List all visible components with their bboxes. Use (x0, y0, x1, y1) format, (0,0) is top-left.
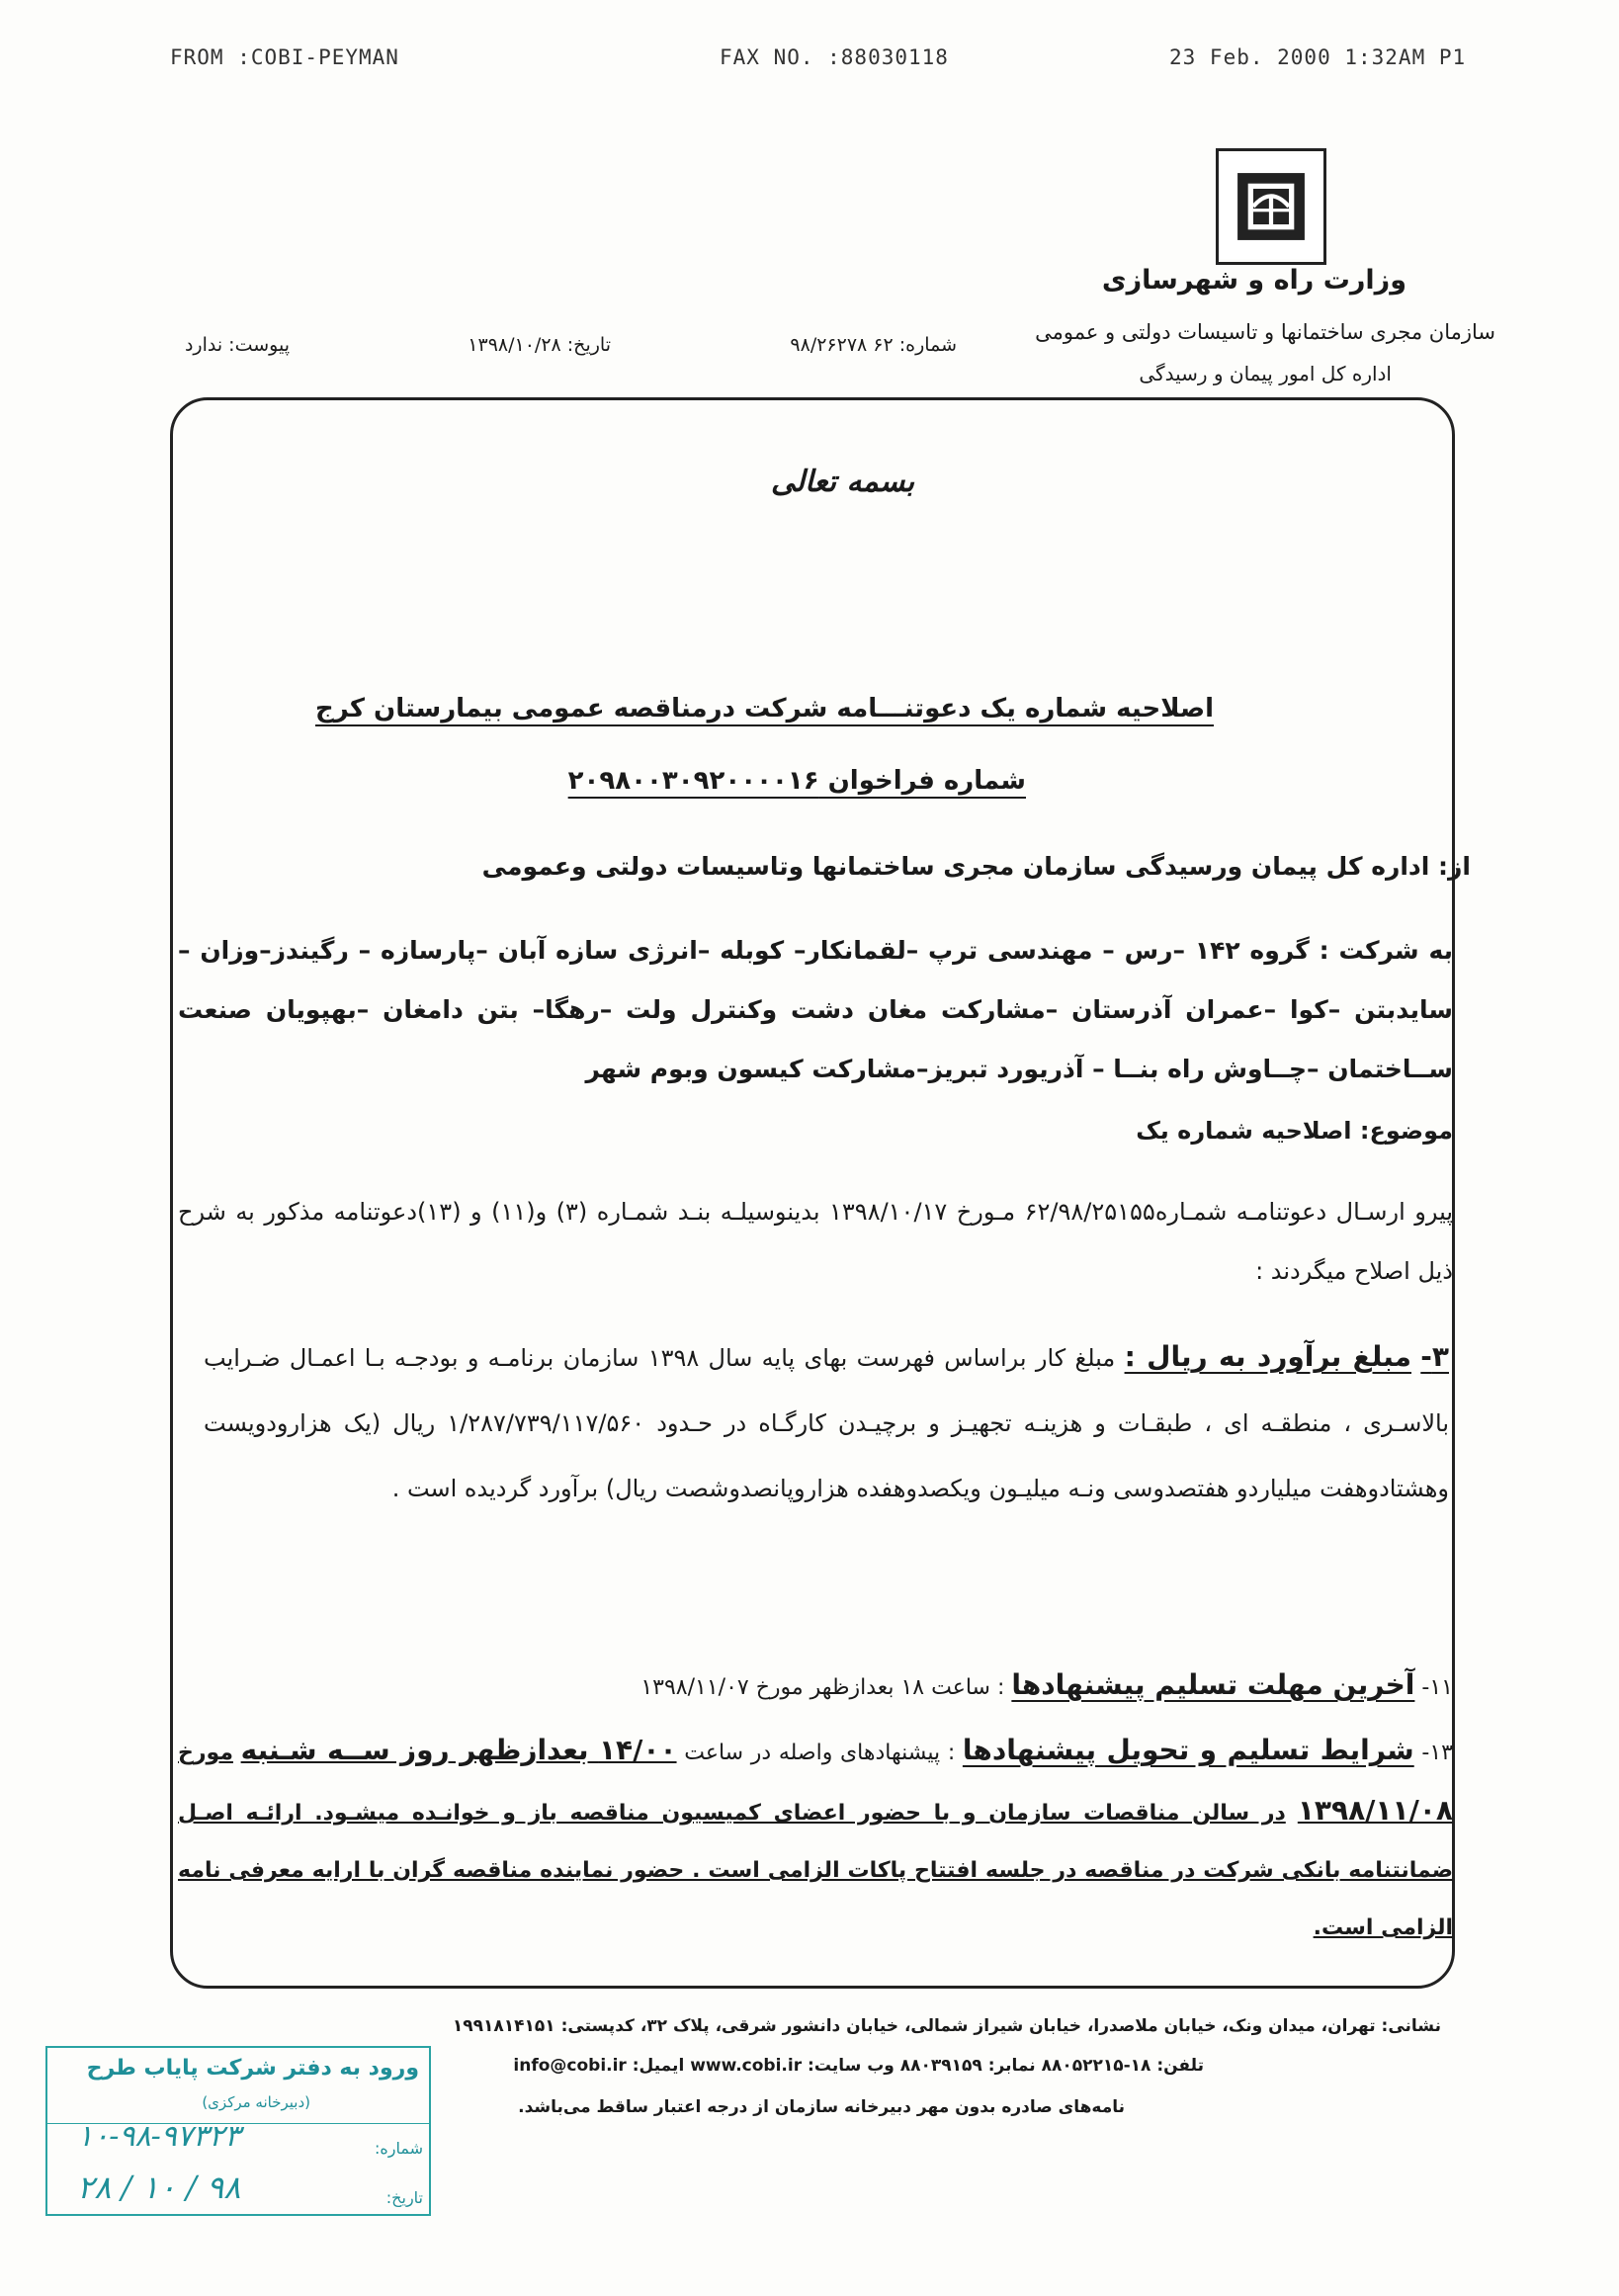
stamp-date-value: ۹۸ / ۱۰ / ۲۸ (77, 2168, 241, 2206)
clause-13-number: ۱۳- (1421, 1741, 1453, 1765)
department-name: اداره کل امور پیمان و رسیدگی (1139, 362, 1392, 385)
letter-number-label: شماره: (898, 334, 957, 356)
fax-number: FAX NO. :88030118 (720, 45, 949, 69)
intro-paragraph: پیرو ارسـال دعوتنامـه شمـاره۶۲/۹۸/۲۵۱۵۵ مـورخ ۱۳۹۸/۱۰/۱۷ بدینوسیلـه بنـد شمـاره (۳) و(۱۱) و (۱۳)دعوتنامه مذکور به شرح ذیل اصلاح میگردند : (178, 1198, 1454, 1285)
stamp-title: ورود به دفتر شرکت پایاب طرح (86, 2056, 419, 2081)
letter-attachment (185, 334, 290, 356)
letter-number-value: ۶۲ ۹۸/۲۶۲۷۸ (790, 334, 894, 356)
clause-11-heading: آخرین مهلت تسلیم پیشنهادها (1011, 1668, 1415, 1701)
clause-13-date: ۱۳۹۸/۱۱/۰۸ (1297, 1794, 1453, 1827)
clause-11-text: : ساعت ۱۸ بعدازظهر مورخ ۱۳۹۸/۱۱/۰۷ (640, 1675, 1005, 1700)
from-line: از: اداره کل پیمان ورسیدگی سازمان مجری ساختمانها وتاسیسات دولتی وعمومی (481, 852, 1471, 881)
footer-contact: تلفن: ۱۸-۸۸۰۵۲۲۱۵ نمابر: ۸۸۰۳۹۱۵۹ وب سایت: www.cobi.ir ایمیل: info@cobi.ir (513, 2056, 1204, 2076)
clause-13-text2: مورخ (178, 1741, 233, 1765)
letter-attachment-label: پیوست: (228, 334, 290, 356)
footer-address: نشانی: تهران، میدان ونک، خیابان ملاصدرا، خیابان شیراز شمالی، خیابان دانشور شرقی، پلاک ۳۲، کدپستی: ۱۹۹۱۸۱۴۱۵۱ (452, 2016, 1441, 2036)
clause-13 (178, 1722, 1453, 1957)
stamp-date-label: تاریخ: (385, 2188, 423, 2207)
ministry-name: وزارت راه و شهرسازی (1101, 265, 1406, 296)
letter-number (790, 334, 957, 356)
clause-3-text: مبلغ کار براساس فهرست بهای پایه سال ۱۳۹۸ سازمان برنامـه و بودجـه بـا اعمـال ضـرایب بالاسـری ، منطقـه ای ، طبقـات و هزینـه تجهیـز و برچیـدن کارگـاه در حـدود ۱/۲۸۷/۷۳۹/۱۱۷/۵۶۰ ریال (یک هزارودویست وهشتادوهفت میلیاردو هفتصدوسی ونـه میلیـون ویکصدوهفده هزاروپانصدوشصت ریال) برآورد گردیده است . (204, 1344, 1450, 1502)
letter-date-value: ۱۳۹۸/۱۰/۲۸ (468, 334, 561, 356)
clause-13-time: ۱۴/۰۰ بعدازظهر روز ســه شـنبه (240, 1734, 677, 1766)
stamp-subtitle: (دبیرخانه مرکزی) (202, 2093, 310, 2111)
call-number: شماره فراخوان ۲۰۹۸۰۰۳۰۹۲۰۰۰۰۱۶ (567, 766, 1026, 796)
receipt-stamp (45, 2046, 431, 2216)
clause-13-text1: : پیشنهادهای واصله در ساعت (684, 1741, 956, 1765)
letter-date (468, 334, 611, 356)
stamp-number-value: ۱۰-۹۸-۹۷۳۲۳ (77, 2119, 241, 2154)
recipients-line: به شرکت : گروه ۱۴۲ –رس – مهندسی ترپ –لقمانکار– کوبله –انرژی سازه آبان –پارسازه – رگیندز–وزان –سایدبتن –کوا –عمران آذرستان –مشارکت مغان دشت وکنترل ولت –رهگا– بتن دامغان –بهپویان صنعت ســاختمان –چــاوش راه بنــا – آذریورد تبریز–مشارکت کیسون وبوم شهر (178, 936, 1453, 1083)
fax-from: FROM :COBI-PEYMAN (170, 45, 399, 69)
stamp-number-label: شماره: (374, 2139, 423, 2158)
footer-note: نامه‌های صادره بدون مهر دبیرخانه سازمان از درجه اعتبار ساقط می‌باشد. (518, 2097, 1125, 2117)
clause-11-number: ۱۱- (1421, 1675, 1453, 1700)
letter-date-label: تاریخ: (566, 334, 611, 356)
clause-11 (640, 1660, 1453, 1713)
document-title: اصلاحیه شماره یک دعوتنـــامه شرکت درمناقصه عمومی بیمارستان کرج (314, 694, 1214, 723)
fax-datetime: 23 Feb. 2000 1:32AM P1 (1169, 45, 1467, 69)
ministry-logo-icon (1216, 148, 1326, 265)
bismillah: بسمه تعالی (771, 465, 915, 499)
subject-line: موضوع: اصلاحیه شماره یک (1136, 1117, 1453, 1145)
clause-3-number: ۳- (1420, 1340, 1449, 1373)
clause-13-heading: شرایط تسلیم و تحویل پیشنهادها (962, 1734, 1414, 1766)
clause-3-heading: مبلغ برآورد به ریال : (1124, 1340, 1411, 1373)
organization-name: سازمان مجری ساختمانها و تاسیسات دولتی و عمومی (1035, 320, 1495, 344)
clause-13-text3: در سالن مناقصات سازمان و با حضور اعضای کمیسیون مناقصه باز و خوانـده میشـود. ارائـه اصـل ضمانتنامه بانکی شرکت در مناقصه در جلسه افتتاح پاکات الزامی است . حضور نماینده مناقصه گران با ارایه معرفی نامه الزامی است. (178, 1801, 1453, 1940)
letter-attachment-value: ندارد (184, 334, 223, 356)
clause-3 (204, 1324, 1449, 1521)
